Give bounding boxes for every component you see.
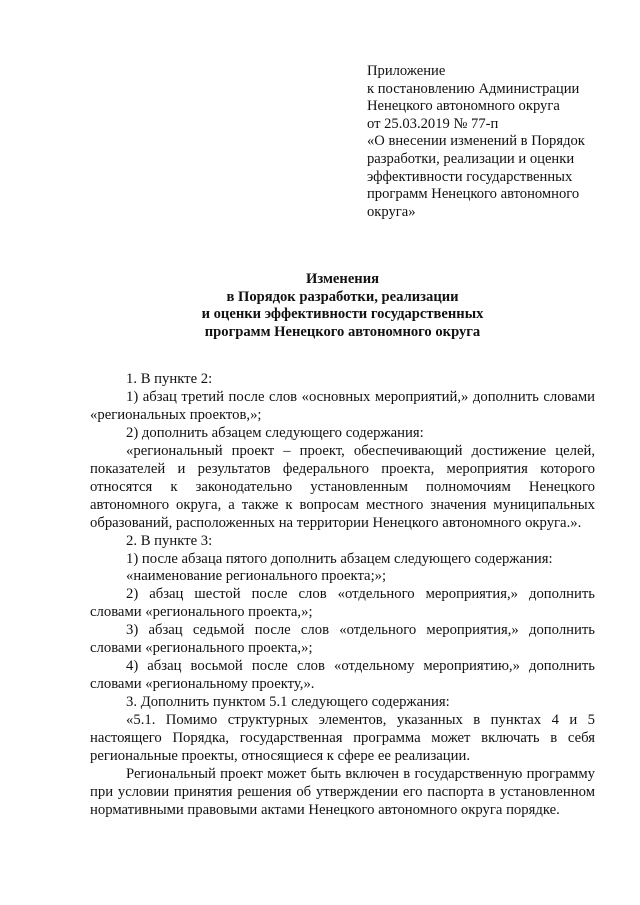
- appendix-header: [367, 63, 617, 221]
- appendix-line: к постановлению Администрации: [367, 80, 580, 97]
- title-line: Изменения: [305, 271, 380, 287]
- paragraph-item-2: 2. В пункте 3:: [126, 532, 213, 549]
- title-line: в Порядок разработки, реализации: [226, 288, 459, 305]
- document-body: [90, 371, 595, 820]
- appendix-line: от 25.03.2019 № 77-п: [367, 115, 499, 132]
- title-line: и оценки эффективности государственных: [201, 306, 484, 323]
- paragraph-quote-5-1: «5.1. Помимо структурных элементов, указанных в пунктах 4 и 5 настоящего Порядка, государственная программа может включать в себя региональные проекты, относящиеся к сфере ее реализации.: [90, 712, 595, 765]
- appendix-line: Приложение: [367, 63, 446, 79]
- paragraph-item-3: 3. Дополнить пунктом 5.1 следующего содержания:: [126, 694, 450, 711]
- appendix-line: округа»: [367, 203, 416, 220]
- paragraph-subitem-2-4: 4) абзац восьмой после слов «отдельному мероприятию,» дополнить словами «региональному проекту,».: [90, 658, 595, 693]
- appendix-line: программ Ненецкого автономного: [367, 186, 580, 203]
- paragraph-subitem-2-2: 2) абзац шестой после слов «отдельного мероприятия,» дополнить словами «регионального проекта,»;: [90, 586, 595, 621]
- paragraph-subitem-2-1: 1) после абзаца пятого дополнить абзацем следующего содержания:: [126, 550, 553, 567]
- appendix-line: Ненецкого автономного округа: [367, 98, 560, 115]
- appendix-line: эффективности государственных: [367, 168, 573, 185]
- paragraph-item-1: 1. В пункте 2:: [126, 371, 213, 387]
- paragraph-quote-regional-project: «региональный проект – проект, обеспечивающий достижение целей, показателей и результатов федерального проекта, мероприятия которого относятся к законодательно установленным полномочиям Ненецкого автономного округа, а также к вопросам местного значения муниципальных образований, расположенных на территории Ненецкого автономного округа.».: [90, 442, 595, 531]
- paragraph-quote-name: «наименование регионального проекта;»;: [126, 568, 387, 585]
- paragraph-subitem-1-2: 2) дополнить абзацем следующего содержания:: [126, 424, 424, 441]
- title-line: программ Ненецкого автономного округа: [204, 324, 481, 341]
- appendix-line: разработки, реализации и оценки: [367, 150, 575, 167]
- paragraph-regional-project-inclusion: Региональный проект может быть включен в государственную программу при условии принятия решения об утверждении его паспорта в установленном нормативными правовыми актами Ненецкого автономного округа порядке.: [90, 765, 595, 818]
- paragraph-subitem-1-1: 1) абзац третий после слов «основных мероприятий,» дополнить словами «региональных проектов,»;: [90, 388, 595, 423]
- document-title: [90, 271, 595, 342]
- paragraph-subitem-2-3: 3) абзац седьмой после слов «отдельного мероприятия,» дополнить словами «регионального проекта,»;: [90, 622, 595, 657]
- appendix-line: «О внесении изменений в Порядок: [367, 133, 585, 150]
